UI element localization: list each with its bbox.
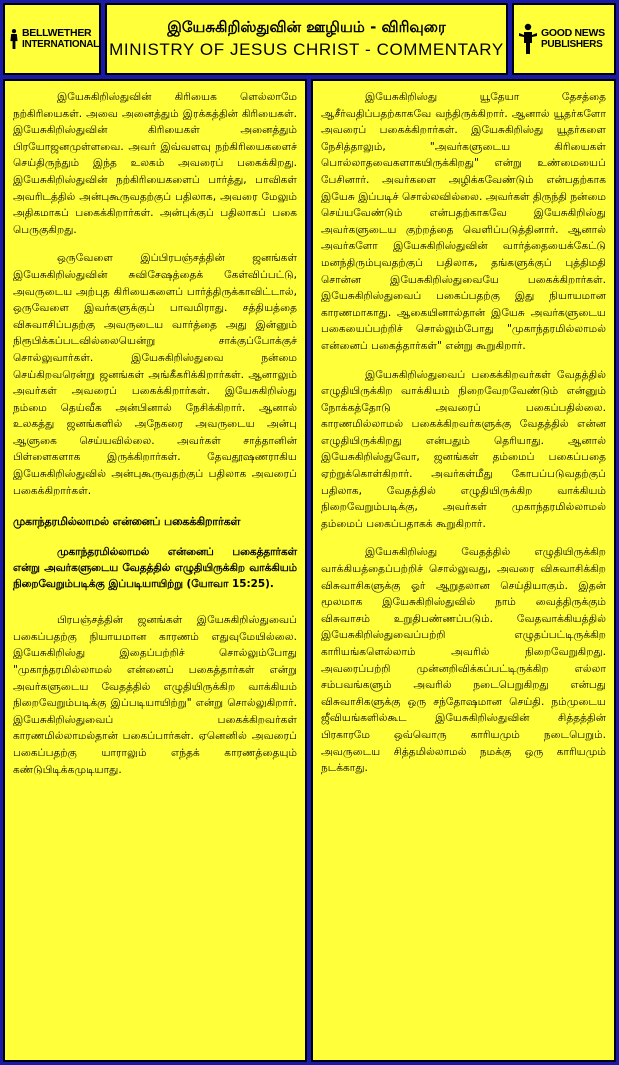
good-news-logo [512,3,616,75]
bellwether-figure-icon [9,24,19,54]
right-paragraph-3: இயேசுகிறிஸ்து வேதத்தில் எழுதியிருக்கிற வாக்கியத்தைப்பற்றிச் சொல்லுவது, அவரை விசுவாசிக்கிற விசுவாசிகளுக்கு ஓர் ஆறுதலான செய்தியாகும். இதன் மூலமாக இயேசுகிறிஸ்துவில் நாம் வைத்திருக்கும் விசுவாசம் உறுதிபண்ணப்படும். வேதவாக்கியத்தில் இயேசுகிறிஸ்துவைப்பற்றி எழுதப்பட்டிருக்கிற காரியங்களெல்லாம் அவரில் நிறைவேறுகிறது. அவரைப்பற்றி முன்னறிவிக்கப்பட்டிருக்கிற எல்லா சம்பவங்களும் அவரில் நடைபெறுகிறது என்பது விசுவாசிகளுக்கு ஒரு சந்தோஷமான செய்தி. நம்முடைய ஜீவியங்களில்கூட இயேசுகிறிஸ்துவின் சித்தத்தின் பிரகாரமே ஒவ்வொரு காரியமும் நடைபெறும். அவருடைய சித்தமில்லாமல் நமக்கு ஒரு காரியமும் நடக்காது. [321,546,606,775]
bellwether-logo-text [22,27,99,51]
left-paragraph-2: ஒருவேளை இப்பிரபஞ்சத்தின் ஜனங்கள் இயேசுகிறிஸ்துவின் சுவிசேஷத்தைக் கேள்விப்பட்டு, அவருடைய அற்புத கிரியைகளைப் பார்த்திருக்காவிட்டால், ஒருவேளை இவர்களுக்குப் பாவமிராது. சத்தியத்தை விசுவாசிப்பதற்கு அவருடைய வார்த்தை அது இன்னும் நிரூபிக்கப்படவில்லையென்று சாக்குப்போக்குச் சொல்லுவார்கள். இயேசுகிறிஸ்துவை நன்மை செய்கிறவரென்று ஜனங்கள் அங்கீகரிக்கிறார்கள். ஆனாலும் அவர்கள் அவரைப் பகைக்கிறார்கள். இயேசுகிறிஸ்து நம்மை தெய்வீக அன்பினால் நேசிக்கிறார். ஆனால் உலகத்து ஜனங்களில் அநேகரை அவருடைய அன்பு ஆளுகை செய்யவில்லை. அவர்கள் சாத்தானின் பிள்ளைகளாக இருக்கிறார்கள். தேவதூஷணராகிய இயேசுகிறிஸ்துவில் அன்புகூருவதற்குப் பதிலாக அவரைப் பகைக்கிறார்கள். [13,252,297,497]
good-news-figure-icon [518,23,538,55]
page-title-english: MINISTRY OF JESUS CHRIST - COMMENTARY [109,40,504,59]
section-heading: முகாந்தரமில்லாமல் என்னைப் பகைக்கிறார்கள் [13,515,241,529]
good-news-logo-text [541,27,605,51]
right-paragraph-1: இயேசுகிறிஸ்து யூதேயா தேசத்தை ஆசீர்வதிப்பதற்காகவே வந்திருக்கிறார். ஆனால் யூதர்களோ அவரைப் பகைக்கிறார்கள். இயேசுகிறிஸ்து யூதர்களை நேசித்தாலும், "அவர்களுடைய கிரியைகள் பொல்லாதவைகளாகயிருக்கிறது" என்று உண்மையைப் பேசினார். அவர்களை அழிக்கவேண்டும் என்பதற்காக இயேசு இப்படிச் சொல்லவில்லை. அவர்கள் திருந்தி நன்மை செய்யவேண்டும் என்பதற்காகவே இயேசுகிறிஸ்து அவர்களுடைய குற்றத்தை வெளிப்படுத்தினார். ஆனால் அவர்களோ இயேசுகிறிஸ்துவின் வார்த்தையைக்கேட்டு மனந்திரும்புவதற்குப் பதிலாக, தங்களுக்குப் புத்திமதி சொன்ன இயேசுகிறிஸ்துவையே பகைக்கிறார்கள். இயேசுகிறிஸ்துவைப் பகைப்பதற்கு இது நியாயமான காரணமாகாது. ஆகையினால்தான் இயேசு அவர்களுடைய பகையைப்பற்றிச் சொல்லும்போது "முகாந்தரமில்லாமல் என்னைப் பகைத்தார்கள்" என்று கூறுகிறார். [321,91,606,352]
bellwether-logo [3,3,101,75]
bellwether-logo-line2: INTERNATIONAL [21,39,99,50]
left-paragraph-1: இயேசுகிறிஸ்துவின் கிரியைக ளெல்லாமே நற்கிரியைகள். அவை அனைத்தும் இரக்கத்தின் கிரியைகள். இயேசுகிறிஸ்துவின் கிரியைகள் அனைத்தும் பிரயோஜனமுள்ளவை. அவர் இவ்வளவு நற்கிரியைகளைச் செய்திருந்தும் இந்த உலகம் அவரைப் பகைக்கிறது. இயேசுகிறிஸ்துவின் நற்கிரியைகளைப் பார்த்து, பாவிகள் அவரிடத்தில் அன்புகூருவதற்குப் பதிலாக, அவரை மேலும் அதிகமாகப் பகைக்கிறார்கள். அன்புக்குப் பதிலாகப் பகை பெருகுகிறது. [13,91,297,236]
page-title-tamil: இயேசுகிறிஸ்துவின் ஊழியம் - விரிவுரை [167,18,446,36]
page-frame [3,3,616,1062]
right-column [311,79,616,1062]
right-paragraph-2: இயேசுகிறிஸ்துவைப் பகைக்கிறவர்கள் வேதத்தில் எழுதியிருக்கிற வாக்கியம் நிறைவேறவேண்டும் என்னும் நோக்கத்தோடு அவரைப் பகைப்பதில்லை. காரணமில்லாமல் பகைக்கிறவர்களுக்கு வேதத்தில் என்ன எழுதியிருக்கிறது என்பதும் தெரியாது. ஆனால் இயேசுகிறிஸ்துவோ, ஜனங்கள் தம்மைப் பகைப்பதை ஏற்றுக்கொள்கிறார். அவர்கள்மீது கோபப்படுவதற்குப் பதிலாக, வேதத்தில் எழுதியிருக்கிற வாக்கியம் நிறைவேறும்படிக்கு, அவர்கள் முகாந்தரமில்லாமல் தம்மைப் பகைப்பதாகக் கூறுகிறார். [321,368,606,530]
page-header [3,3,616,75]
good-news-logo-row [518,23,614,55]
bellwether-logo-row [9,24,99,54]
left-paragraph-3: பிரபஞ்சத்தின் ஜனங்கள் இயேசுகிறிஸ்துவைப் பகைப்பதற்கு நியாயமான காரணம் எதுவுமேயில்லை. இயேசுகிறிஸ்து இதைப்பற்றிச் சொல்லும்போது "முகாந்தரமில்லாமல் என்னைப் பகைத்தார்கள் என்று அவர்களுடைய வேதத்தில் எழுதியிருக்கிற வாக்கியம் நிறைவேறும்படிக்கு இப்படியாயிற்று" என்று சொல்லுகிறார். இயேசுகிறிஸ்துவைப் பகைக்கிறவர்கள் காரணமில்லாமல்தான் பகைப்பார்கள். ஏனெனில் அவரைப் பகைப்பதற்கு யாராலும் எந்தக் காரணத்தையும் கண்டுபிடிக்கமுடியாது. [13,614,297,776]
good-news-logo-line1: GOOD NEWS [541,27,605,39]
scripture-quote: முகாந்தரமில்லாமல் என்னைப் பகைத்தார்கள் என்று அவர்களுடைய வேதத்தில் எழுதியிருக்கிற வாக்கியம் நிறைவேறும்படிக்கு இப்படியாயிற்று (யோவா 15:25). [13,546,297,591]
good-news-logo-line2: PUBLISHERS [541,39,603,50]
left-column [3,79,307,1062]
title-box [105,3,508,75]
bellwether-logo-line1: BELLWETHER [21,27,92,39]
